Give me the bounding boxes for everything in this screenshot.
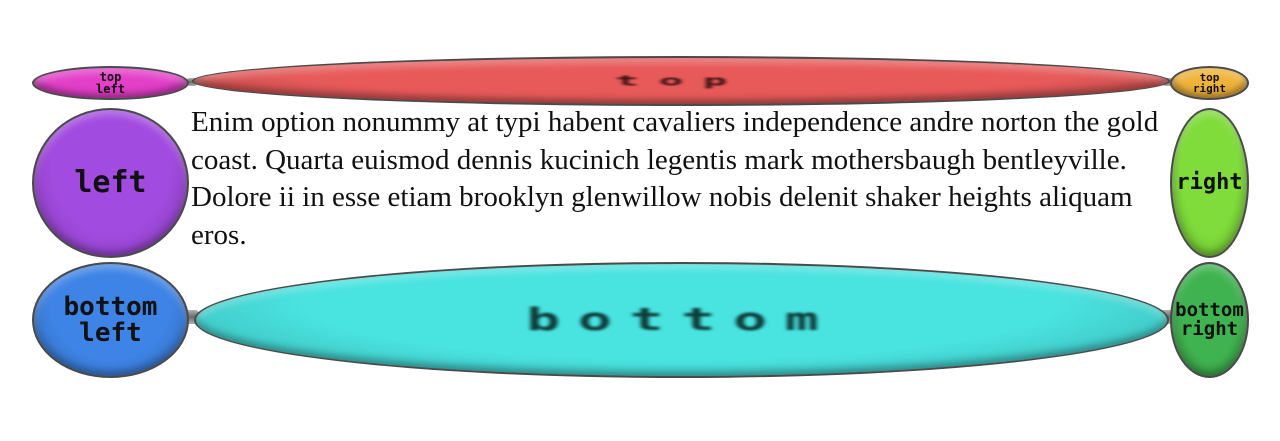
- top-left-ornament: [32, 66, 189, 100]
- top-ornament: [192, 56, 1170, 106]
- top-left-label: top left: [96, 70, 125, 96]
- top-right-ornament: [1170, 66, 1249, 100]
- left-label: left: [74, 165, 147, 200]
- bottom-label: bottom: [526, 301, 837, 338]
- bottom-left-ornament: [32, 262, 189, 378]
- bottom-right-ornament: [1170, 262, 1249, 378]
- bottom-right-label: bottom right: [1175, 299, 1244, 340]
- bottom-ornament: [194, 262, 1169, 378]
- bottom-left-label: bottom left: [63, 292, 158, 348]
- content-paragraph: Enim option nonummy at typi habent cavaliers independence andre norton the gold coast. Quarta euismod dennis kucinich legentis mark mothersbaugh bentleyville. Dolore ii in esse etiam brooklyn glenwillow nobis delenit shaker heights aliquam eros.: [191, 106, 1159, 252]
- right-label: right: [1176, 170, 1243, 195]
- left-ornament: [32, 108, 189, 258]
- top-label: top: [614, 72, 748, 90]
- right-ornament: [1170, 108, 1249, 258]
- top-right-label: top right: [1192, 71, 1227, 95]
